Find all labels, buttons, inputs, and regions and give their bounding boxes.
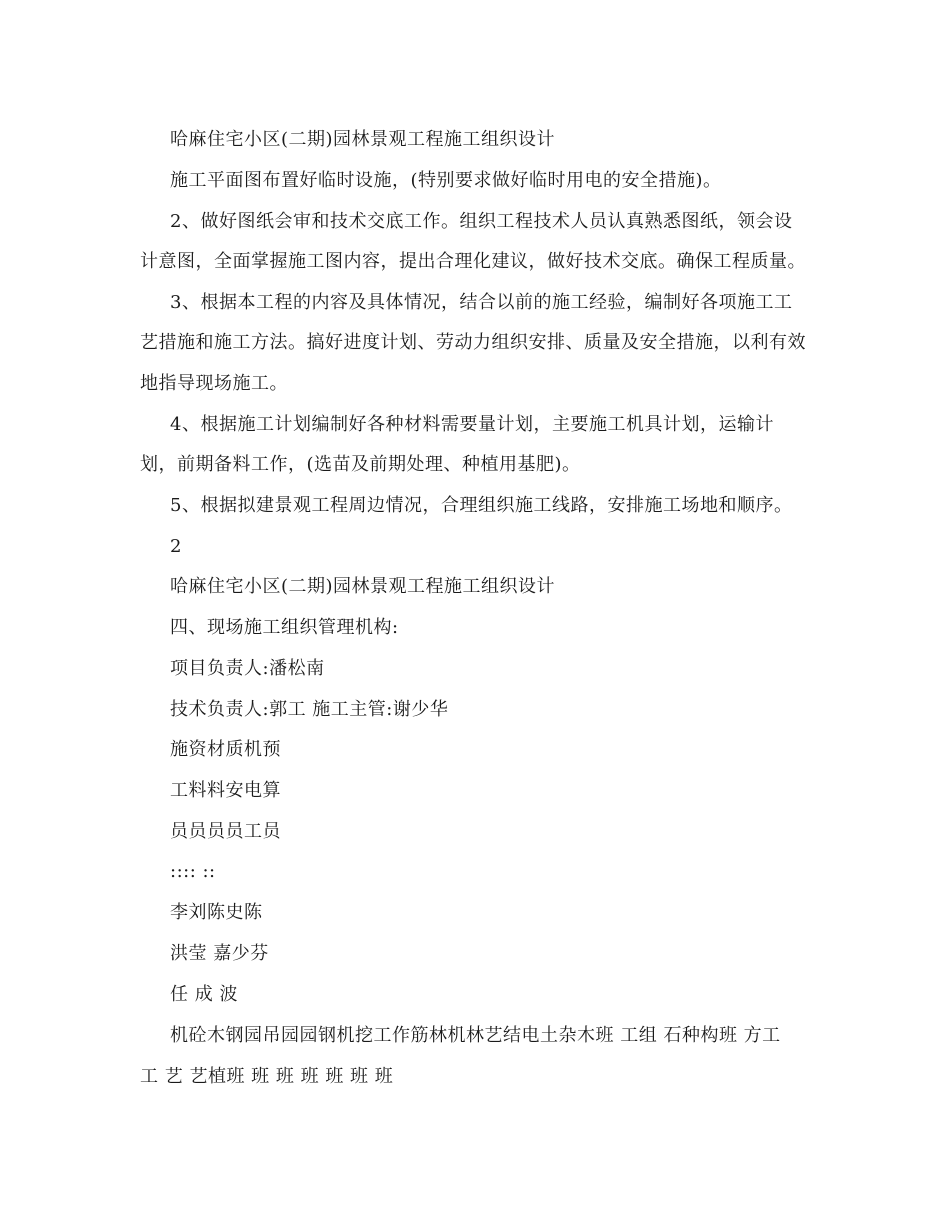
org-chart-line: 李刘陈史陈 (170, 902, 263, 923)
org-chart-line: 员员员员工员 (170, 821, 281, 842)
paragraph-line: 划，前期备料工作，(选苗及前期处理、种植用基肥)。 (140, 454, 581, 475)
org-chart-line: :::: :: (170, 861, 216, 882)
org-chart-line: 工 艺 艺植班 班 班 班 班 班 班 (140, 1066, 394, 1087)
paragraph-line: 项目负责人:潘松南 (170, 658, 325, 679)
page-header-title: 哈麻住宅小区(二期)园林景观工程施工组织设计 (170, 129, 556, 150)
org-chart-line: 工料料安电算 (170, 780, 281, 801)
paragraph-line: 3、根据本工程的内容及具体情况，结合以前的施工经验，编制好各项施工工 (170, 292, 793, 313)
org-chart-line: 洪莹 嘉少芬 (170, 943, 269, 964)
paragraph-line: 施工平面图布置好临时设施，(特别要求做好临时用电的安全措施)。 (170, 170, 722, 191)
org-chart-line: 任 成 波 (170, 984, 238, 1005)
org-chart-line: 施资材质机预 (170, 739, 281, 760)
page-header-title: 哈麻住宅小区(二期)园林景观工程施工组织设计 (170, 576, 556, 597)
paragraph-line: 地指导现场施工。 (140, 373, 288, 394)
paragraph-line: 4、根据施工计划编制好各种材料需要量计划，主要施工机具计划，运输计 (170, 414, 774, 435)
paragraph-line: 艺措施和施工方法。搞好进度计划、劳动力组织安排、质量及安全措施，以利有效 (140, 332, 806, 353)
org-chart-line: 机砼木钢园吊园园钢机挖工作筋林机林艺结电土杂木班 工组 石种构班 方工 (170, 1025, 781, 1046)
paragraph-line: 5、根据拟建景观工程周边情况，合理组织施工线路，安排施工场地和顺序。 (170, 495, 793, 516)
paragraph-line: 技术负责人:郭工 施工主管:谢少华 (170, 699, 449, 720)
paragraph-line: 计意图，全面掌握施工图内容，提出合理化建议，做好技术交底。确保工程质量。 (140, 251, 806, 272)
paragraph-line: 2、做好图纸会审和技术交底工作。组织工程技术人员认真熟悉图纸，领会设 (170, 211, 793, 232)
section-heading: 四、现场施工组织管理机构: (170, 617, 399, 638)
page-number: 2 (170, 536, 182, 557)
